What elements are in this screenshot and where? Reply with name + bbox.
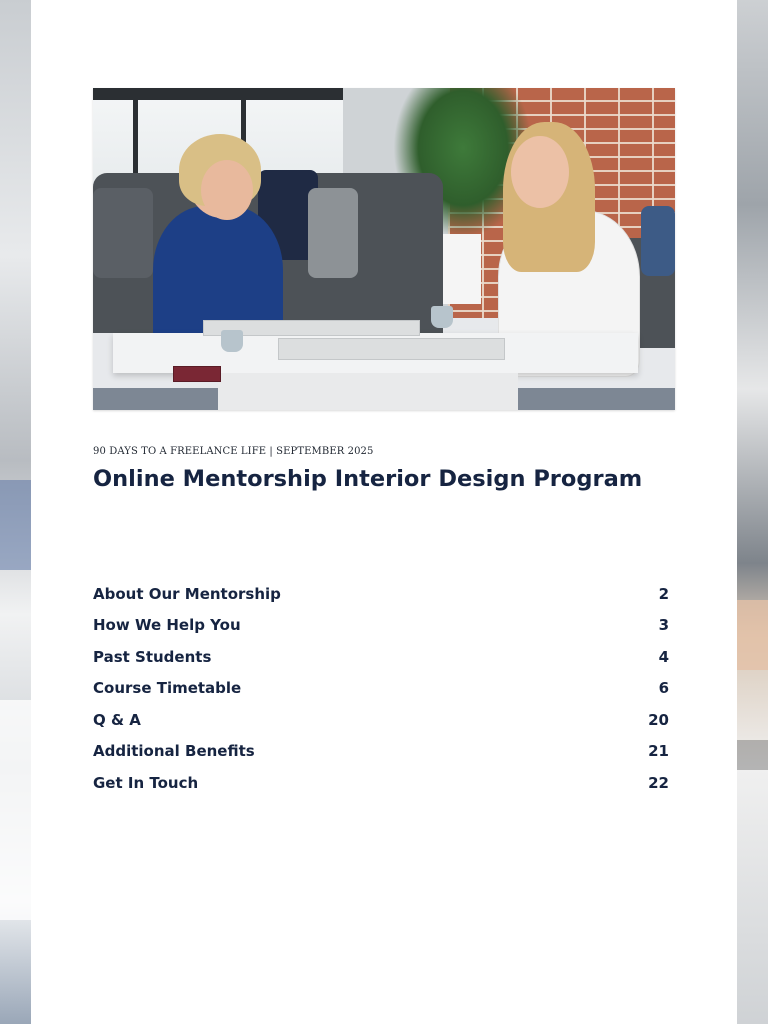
toc-item[interactable]: [93, 610, 669, 642]
photo-book: [173, 366, 221, 382]
toc-item-label: How We Help You: [93, 616, 241, 635]
toc-item-page: 4: [658, 647, 669, 666]
toc-item-page: 6: [658, 679, 669, 698]
toc-item-label: Past Students: [93, 647, 212, 666]
toc-item-label: About Our Mentorship: [93, 584, 281, 603]
toc-item-page: 20: [648, 710, 669, 729]
photo-cup: [431, 306, 453, 328]
toc-item-label: Additional Benefits: [93, 742, 255, 761]
toc-item-page: 22: [648, 773, 669, 792]
document-kicker: 90 DAYS TO A FREELANCE LIFE | SEPTEMBER 2025: [93, 446, 374, 457]
document-title: Online Mentorship Interior Design Program: [93, 466, 643, 492]
hero-photo: [93, 88, 675, 410]
photo-coffee-table-drawer: [218, 373, 518, 410]
toc-item-label: Get In Touch: [93, 773, 199, 792]
toc-item-page: 2: [658, 584, 669, 603]
toc-item[interactable]: [93, 578, 669, 610]
toc-item[interactable]: [93, 767, 669, 799]
toc-item-page: 3: [658, 616, 669, 635]
background-blur-shape: [0, 480, 31, 570]
photo-cup: [221, 330, 243, 352]
toc-item-page: 21: [648, 742, 669, 761]
table-of-contents: [93, 578, 669, 799]
toc-item-label: Course Timetable: [93, 679, 242, 698]
toc-item[interactable]: [93, 704, 669, 736]
photo-sample-tray: [278, 338, 505, 360]
document-page: [31, 0, 737, 1024]
toc-item-label: Q & A: [93, 710, 141, 729]
toc-item[interactable]: [93, 736, 669, 768]
background-blur-shape: [0, 700, 31, 920]
background-blur-shape: [737, 600, 768, 670]
toc-item[interactable]: [93, 641, 669, 673]
toc-item[interactable]: [93, 673, 669, 705]
background-photo-left-edge: [0, 0, 31, 1024]
background-blur-shape: [737, 740, 768, 770]
background-photo-right-edge: [737, 0, 768, 1024]
